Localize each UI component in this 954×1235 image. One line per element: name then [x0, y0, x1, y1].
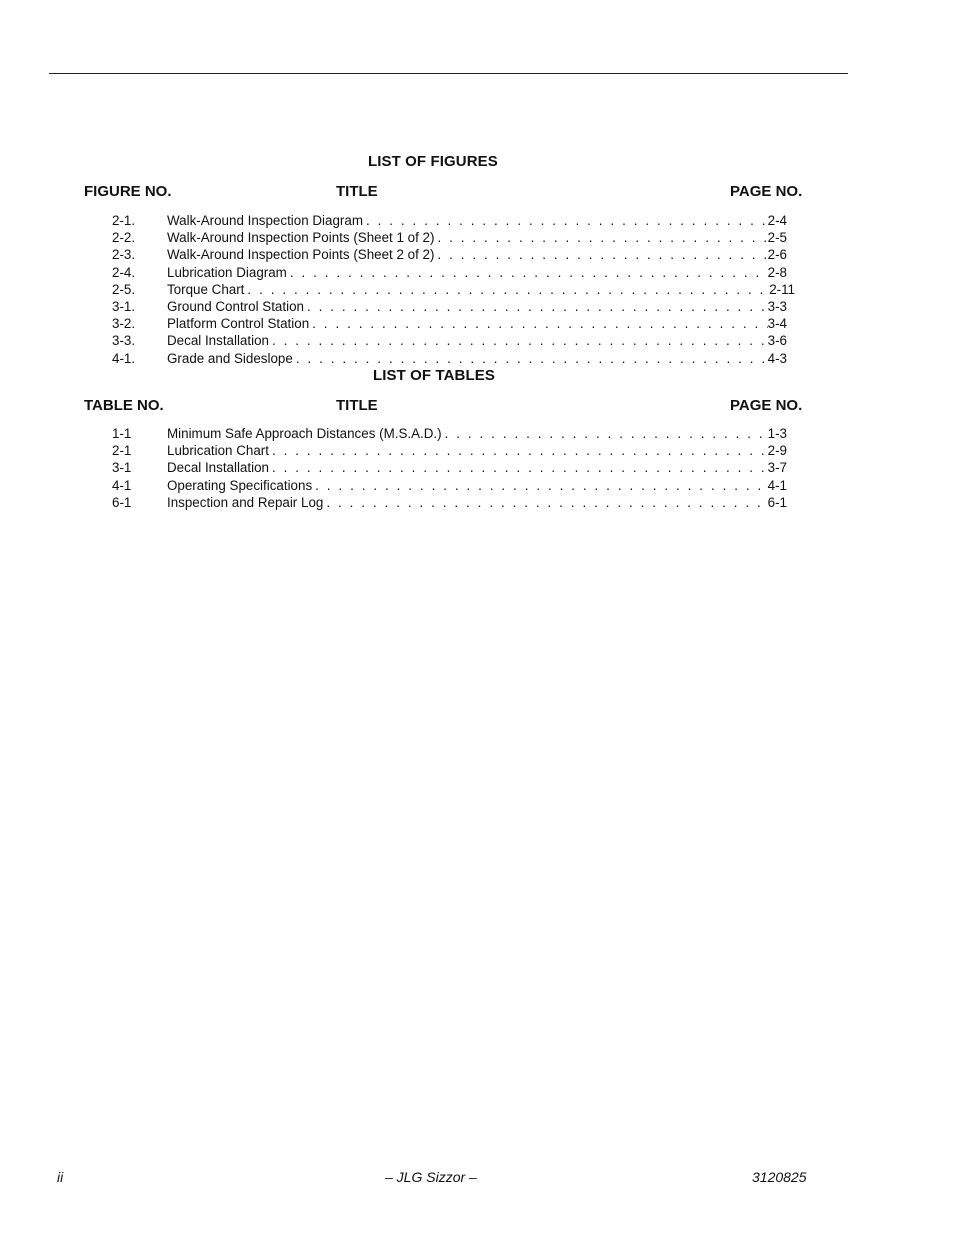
entry-number: 2-1.: [112, 213, 136, 228]
entry-title: Operating Specifications: [167, 477, 313, 493]
dot-leader: [315, 477, 767, 494]
figures-list: [112, 212, 795, 367]
dot-leader: [272, 332, 768, 349]
entry-number: 1-1: [112, 426, 132, 441]
figure-entry[interactable]: [112, 332, 787, 349]
entry-title: Torque Chart: [167, 281, 245, 297]
dot-leader: [326, 494, 767, 511]
figure-entry[interactable]: [112, 264, 787, 281]
figure-entry[interactable]: [112, 315, 787, 332]
entry-number: 3-1: [112, 460, 132, 476]
entry-title: Minimum Safe Approach Distances (M.S.A.D.): [167, 426, 442, 441]
entry-title: Grade and Sideslope: [167, 350, 293, 366]
entry-page: 2-11: [769, 281, 795, 297]
figure-title-header: TITLE: [336, 183, 378, 200]
figure-number-header: FIGURE NO.: [84, 183, 172, 200]
figure-page-header: PAGE NO.: [730, 183, 803, 200]
dot-leader: [290, 264, 768, 281]
entry-title: Walk-Around Inspection Points (Sheet 2 of 2): [167, 247, 435, 263]
entry-page: 2-9: [767, 443, 787, 459]
entry-page: 6-1: [767, 494, 787, 510]
figure-entry[interactable]: [112, 298, 787, 315]
header-rule: [49, 73, 848, 74]
footer-title: – JLG Sizzor –: [385, 1169, 477, 1185]
entry-number: 2-5.: [112, 281, 136, 297]
dot-leader: [307, 298, 768, 315]
entry-page: 4-3: [767, 350, 787, 366]
table-entry[interactable]: [112, 425, 787, 442]
entry-page: 2-4: [767, 213, 787, 228]
dot-leader: [272, 442, 768, 459]
entry-page: 2-8: [767, 264, 787, 280]
entry-number: 3-2.: [112, 316, 136, 332]
table-entry[interactable]: [112, 459, 787, 476]
entry-title: Decal Installation: [167, 460, 269, 476]
entry-page: 3-6: [767, 333, 787, 349]
entry-title: Walk-Around Inspection Diagram: [167, 213, 363, 228]
entry-number: 2-2.: [112, 230, 136, 246]
entry-number: 4-1: [112, 477, 132, 493]
entry-number: 4-1.: [112, 350, 136, 366]
table-title-header: TITLE: [336, 397, 378, 414]
table-entry[interactable]: [112, 442, 787, 459]
figure-entry[interactable]: [112, 350, 787, 367]
entry-page: 3-7: [767, 460, 787, 476]
dot-leader: [312, 315, 767, 332]
entry-title: Inspection and Repair Log: [167, 494, 324, 510]
entry-number: 2-4.: [112, 264, 136, 280]
entry-number: 6-1: [112, 494, 132, 510]
dot-leader: [437, 246, 767, 263]
dot-leader: [366, 212, 768, 229]
entry-title: Decal Installation: [167, 333, 269, 349]
tables-list: [112, 425, 787, 511]
figure-entry[interactable]: [112, 281, 795, 298]
dot-leader: [445, 425, 768, 442]
entry-page: 2-6: [767, 247, 787, 263]
entry-page: 1-3: [767, 426, 787, 441]
table-entry[interactable]: [112, 477, 787, 494]
figure-entry[interactable]: [112, 212, 787, 229]
entry-number: 2-1: [112, 443, 132, 459]
dot-leader: [296, 350, 768, 367]
figure-entry[interactable]: [112, 246, 787, 263]
entry-title: Lubrication Chart: [167, 443, 269, 459]
entry-title: Walk-Around Inspection Points (Sheet 1 of 2): [167, 230, 435, 246]
footer-doc-number: 3120825: [752, 1169, 807, 1185]
dot-leader: [437, 229, 767, 246]
table-page-header: PAGE NO.: [730, 397, 803, 414]
table-number-header: TABLE NO.: [84, 397, 164, 414]
list-of-tables-title: LIST OF TABLES: [373, 367, 495, 384]
dot-leader: [247, 281, 769, 298]
entry-title: Lubrication Diagram: [167, 264, 287, 280]
figure-entry[interactable]: [112, 229, 787, 246]
entry-number: 2-3.: [112, 247, 136, 263]
entry-page: 3-4: [767, 316, 787, 332]
table-entry[interactable]: [112, 494, 787, 511]
entry-number: 3-3.: [112, 333, 136, 349]
entry-page: 3-3: [767, 298, 787, 314]
footer-page-number: ii: [57, 1169, 64, 1185]
dot-leader: [272, 459, 768, 476]
entry-title: Platform Control Station: [167, 316, 310, 332]
entry-number: 3-1.: [112, 298, 136, 314]
entry-title: Ground Control Station: [167, 298, 304, 314]
entry-page: 4-1: [767, 477, 787, 493]
list-of-figures-title: LIST OF FIGURES: [368, 153, 498, 170]
entry-page: 2-5: [767, 230, 787, 246]
